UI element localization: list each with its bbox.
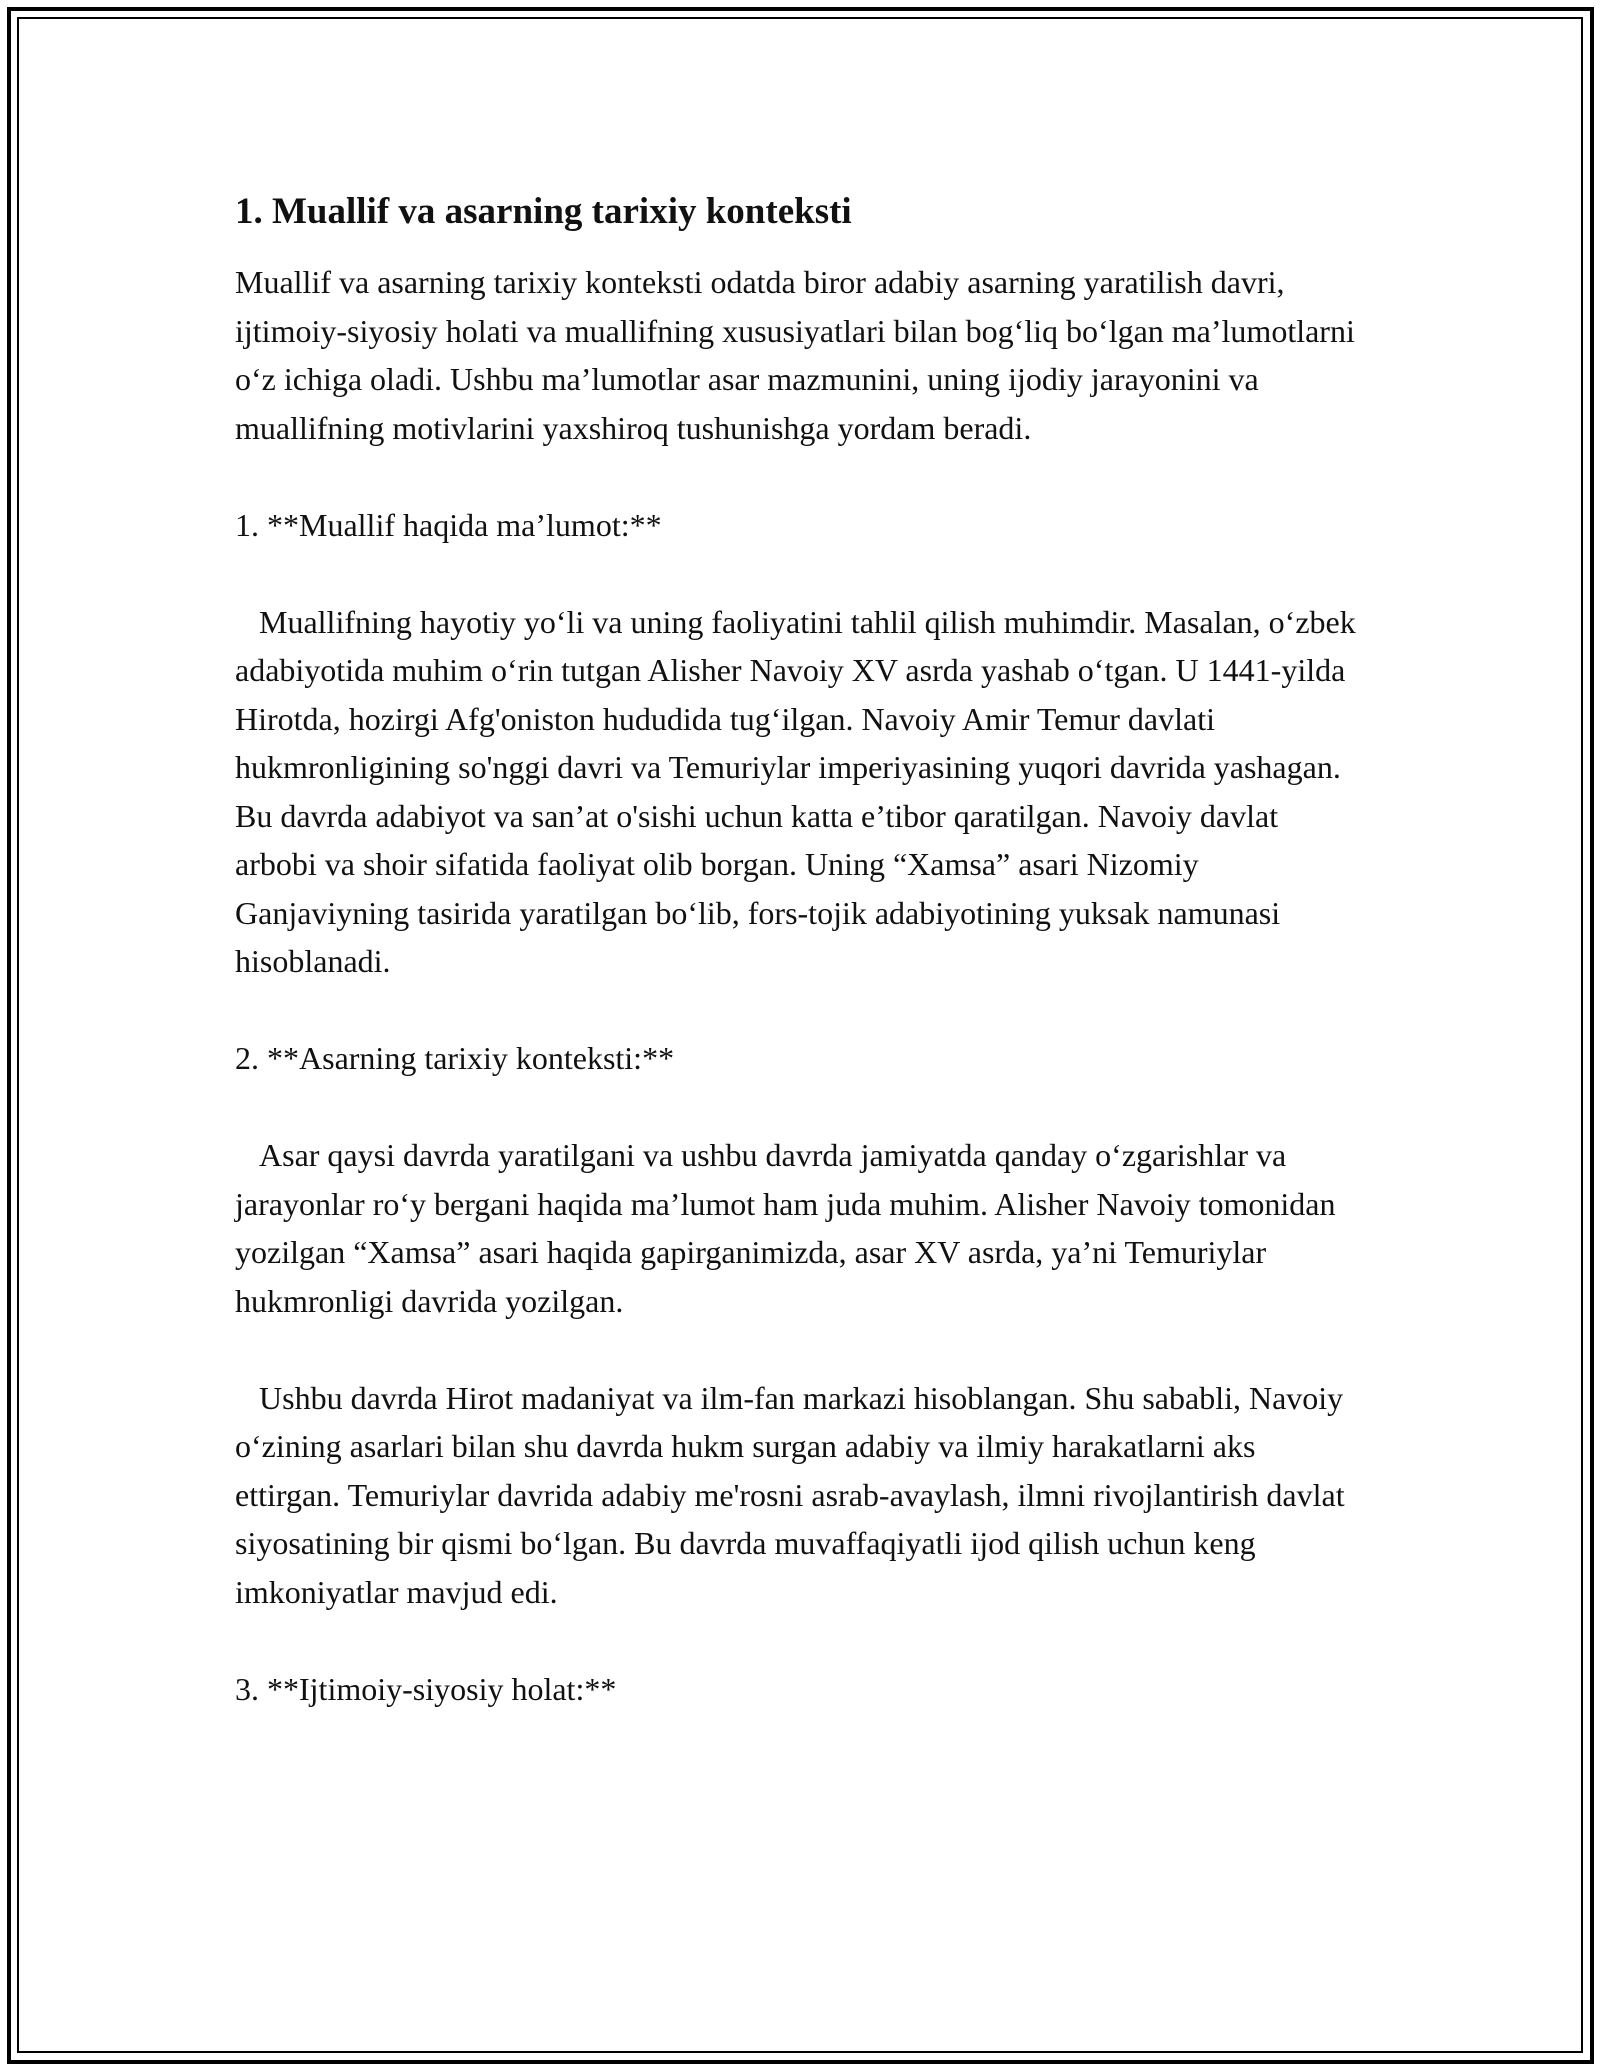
item2-title: 2. **Asarning tarixiy konteksti:** xyxy=(235,1040,675,1076)
item2-body-2: Ushbu davrda Hirot madaniyat va ilm-fan markazi hisoblangan. Shu sababli, Navoiy o‘zining asarlari bilan shu davrda hukm surgan adabiy va ilmiy harakatlarni aks ettirgan. Temuriylar davrida adabiy me'rosni asrab-avaylash, ilmni rivojlantirish davlat siyosatining bir qismi bo‘lgan. Bu davrda muvaffaqiyatli ijod qilish uchun keng imkoniyatlar mavjud edi. xyxy=(235,1379,1353,1610)
item1-body: Muallifning hayotiy yo‘li va uning faoliyatini tahlil qilish muhimdir. Masalan, o‘zbek adabiyotida muhim o‘rin tutgan Alisher Navoiy XV asrda yashab o‘tgan. U 1441-yilda Hirotda, hozirgi Afg'oniston hududida tug‘ilgan. Navoiy Amir Temur davlati hukmronligining so'nggi davri va Temuriylar imperiyasining yuqori davrida yashagan. Bu davrda adabiyot va san’at o'sishi uchun katta e’tibor qaratilgan. Navoiy davlat arbobi va shoir sifatida faoliyat olib borgan. Uning “Xamsa” asari Nizomiy Ganjaviyning tasirida yaratilgan bo‘lib, fors-tojik adabiyotining yuksak namunasi hisoblanadi. xyxy=(235,603,1364,979)
intro-paragraph: Muallif va asarning tarixiy konteksti odatda biror adabiy asarning yaratilish davri, ijtimoiy-siyosiy holati va muallifning xususiyatlari bilan bog‘liq bo‘lgan ma’lumotlarni o‘z ichiga oladi. Ushbu ma’lumotlar asar mazmunini, uning ijodiy jarayonini va muallifning motivlarini yaxshiroq tushunishga yordam beradi. xyxy=(235,264,1355,446)
section-heading: 1. Muallif va asarning tarixiy konteksti xyxy=(235,191,852,232)
item1-title: 1. **Muallif haqida ma’lumot:** xyxy=(235,506,662,543)
item3-title: 3. **Ijtimoiy-siyosiy holat:** xyxy=(235,1670,617,1707)
item2-body-1: Asar qaysi davrda yaratilgani va ushbu davrda jamiyatda qanday o‘zgarishlar va jarayonlar ro‘y bergani haqida ma’lumot ham juda muhim. Alisher Navoiy tomonidan yozilgan “Xamsa” asari haqida gapirganimizda, asar XV asrda, ya’ni Temuriylar hukmronligi davrida yozilgan. xyxy=(235,1137,1344,1319)
document-body xyxy=(235,188,1365,1762)
